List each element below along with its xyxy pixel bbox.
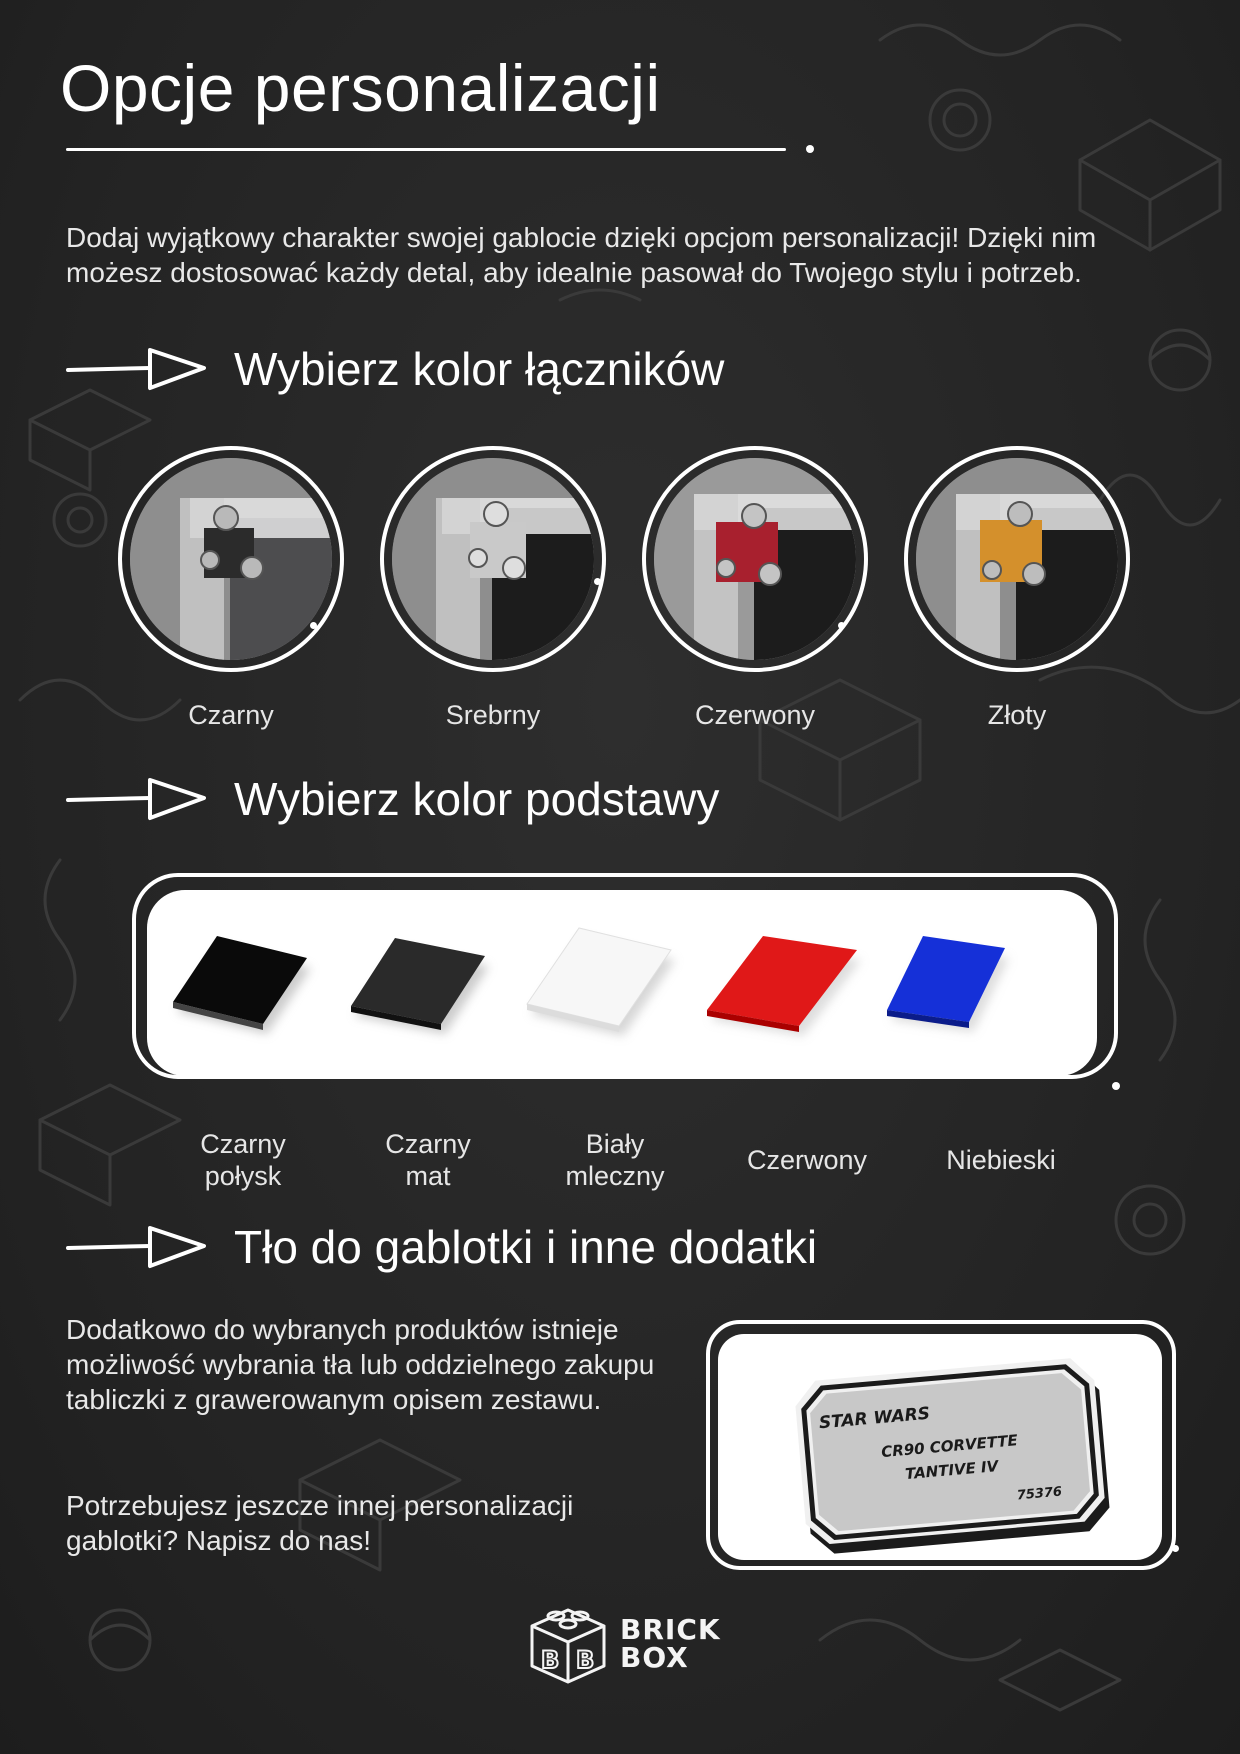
connector-option-silver[interactable]: [380, 446, 606, 672]
connector-label: Czarny: [188, 700, 274, 730]
ring-dot: [310, 622, 317, 629]
base-label: Czerwony: [746, 1145, 868, 1175]
section-connectors-heading: [66, 342, 724, 396]
base-swatch-red[interactable]: [707, 936, 861, 1036]
base-swatch-blue[interactable]: [887, 936, 1009, 1032]
connector-photo: [654, 458, 856, 660]
base-frame-dot: [1112, 1082, 1120, 1090]
ring-dot: [594, 578, 601, 585]
connector-photo: [916, 458, 1118, 660]
connector-label: Srebrny: [445, 700, 541, 730]
section-base-title: Wybierz kolor podstawy: [234, 773, 720, 825]
page-title: Opcje personalizacji: [60, 51, 661, 125]
connector-label: Złoty: [987, 700, 1047, 730]
intro-text: Dodaj wyjątkowy charakter swojej gablocie dzięki opcjom personalizacji! Dzięki nim możesz dostosować każdy detal, aby idealnie pasował do Twojego stylu i potrzeb.: [66, 222, 1097, 288]
connector-option-gold[interactable]: [904, 446, 1130, 672]
base-label: Czarny połysk: [200, 1129, 286, 1191]
brand-wordmark: BRICK BOX: [620, 1613, 721, 1674]
section-extras-title: Tło do gablotki i inne dodatki: [234, 1221, 818, 1273]
brickbox-logo: [526, 1604, 721, 1684]
ring-dot: [838, 622, 845, 629]
connector-option-black[interactable]: [118, 446, 344, 672]
plate-brand: STAR WARS: [818, 1403, 931, 1434]
base-label: Czarny mat: [385, 1129, 471, 1191]
connector-options: [118, 446, 1128, 666]
base-swatch-black-gloss[interactable]: [173, 936, 311, 1034]
connector-option-red[interactable]: [642, 446, 868, 672]
connector-photo: [130, 458, 332, 660]
title-underline-dot: [806, 145, 814, 153]
title-underline: [66, 148, 786, 151]
base-swatch-black-matte[interactable]: [351, 938, 489, 1034]
arrow-right-icon: [66, 772, 206, 826]
section-extras-heading: [66, 1220, 817, 1274]
svg-text:B: B: [576, 1646, 595, 1674]
base-swatch-white-milk[interactable]: [527, 928, 675, 1036]
contact-paragraph: Potrzebujesz jeszcze innej personalizacji gablotki? Napisz do nas!: [66, 1490, 574, 1556]
arrow-right-icon: [66, 342, 206, 396]
extras-paragraph: Dodatkowo do wybranych produktów istnieje możliwość wybrania tła lub oddzielnego zakupu tabliczki z grawerowanym opisem zestawu.: [66, 1314, 655, 1415]
section-base-heading: [66, 772, 719, 826]
plate-frame-dot: [1172, 1545, 1179, 1552]
section-connectors-title: Wybierz kolor łączników: [234, 343, 725, 395]
brick-logo-icon: [526, 1604, 610, 1684]
plate-number: 75376: [1016, 1484, 1063, 1504]
plate-line2: TANTIVE IV: [904, 1457, 999, 1484]
svg-text:B: B: [541, 1646, 560, 1674]
base-label: Niebieski: [946, 1145, 1056, 1175]
connector-photo: [392, 458, 594, 660]
engraved-plate-image: [718, 1334, 1162, 1560]
arrow-right-icon: [66, 1220, 206, 1274]
base-options: [147, 890, 1097, 1076]
connector-label: Czerwony: [694, 700, 816, 730]
plate-line1: CR90 CORVETTE: [880, 1431, 1019, 1462]
base-label: Biały mleczny: [565, 1129, 665, 1191]
